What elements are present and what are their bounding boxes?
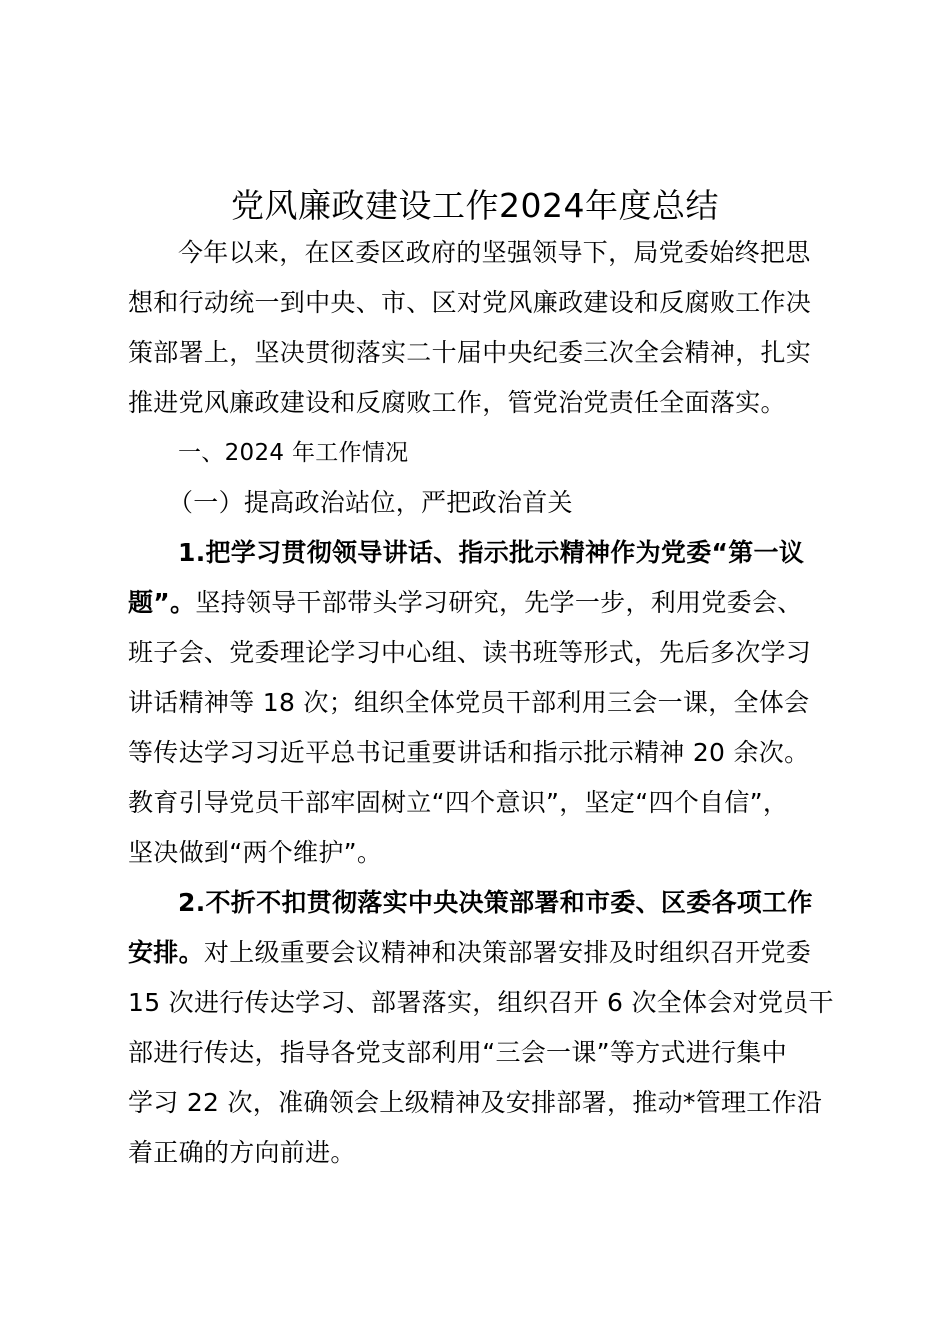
item-two-line-3: 15 次进行传达学习、部署落实，组织召开 6 次全体会对党员干 — [128, 988, 834, 1017]
item-one-title-line-1: 1.把学习贯彻领导讲话、指示批示精神作为党委“第一议 — [178, 538, 805, 567]
item-one-line-5: 等传达学习习近平总书记重要讲话和指示批示精神 20 余次。 — [128, 738, 810, 767]
item-two-line-5: 学习 22 次，准确领会上级精神及安排部署，推动*管理工作沿 — [128, 1088, 823, 1117]
item-one-line-2 — [128, 583, 803, 623]
intro-line-3: 策部署上，坚决贯彻落实二十届中央纪委三次全会精神，扎实 — [128, 338, 812, 367]
item-one-line-2-text: 坚持领导干部带头学习研究，先学一步，利用党委会、 — [195, 588, 803, 617]
item-two-line-2-text: 对上级重要会议精神和决策部署安排及时组织召开党委 — [203, 938, 812, 967]
intro-line-1: 今年以来，在区委区政府的坚强领导下，局党委始终把思 — [178, 238, 811, 267]
item-two-line-2 — [128, 933, 811, 973]
intro-line-2: 想和行动统一到中央、市、区对党风廉政建设和反腐败工作决 — [128, 288, 812, 317]
item-one-line-4: 讲话精神等 18 次；组织全体党员干部利用三会一课，全体会 — [128, 688, 810, 717]
item-two-line-4: 部进行传达，指导各党支部利用“三会一课”等方式进行集中 — [128, 1038, 788, 1067]
item-one-line-3: 班子会、党委理论学习中心组、读书班等形式，先后多次学习 — [128, 638, 812, 667]
item-one-line-6: 教育引导党员干部牢固树立“四个意识”，坚定“四个自信”， — [128, 788, 789, 817]
item-one-title-line-2: 题”。 — [128, 588, 196, 617]
intro-line-4: 推进党风廉政建设和反腐败工作，管党治党责任全面落实。 — [128, 388, 786, 417]
item-two-title-line-1: 2.不折不扣贯彻落实中央决策部署和市委、区委各项工作 — [178, 888, 813, 917]
item-two-line-6: 着正确的方向前进。 — [128, 1138, 356, 1167]
section-one-heading: 一、2024 年工作情况 — [178, 440, 409, 466]
document-title: 党风廉政建设工作2024年度总结 — [231, 186, 719, 225]
item-one-line-7: 坚决做到“两个维护”。 — [128, 838, 383, 867]
subsection-one-heading: （一）提高政治站位，严把政治首关 — [168, 488, 573, 517]
item-two-title-line-2: 安排。 — [128, 938, 204, 967]
